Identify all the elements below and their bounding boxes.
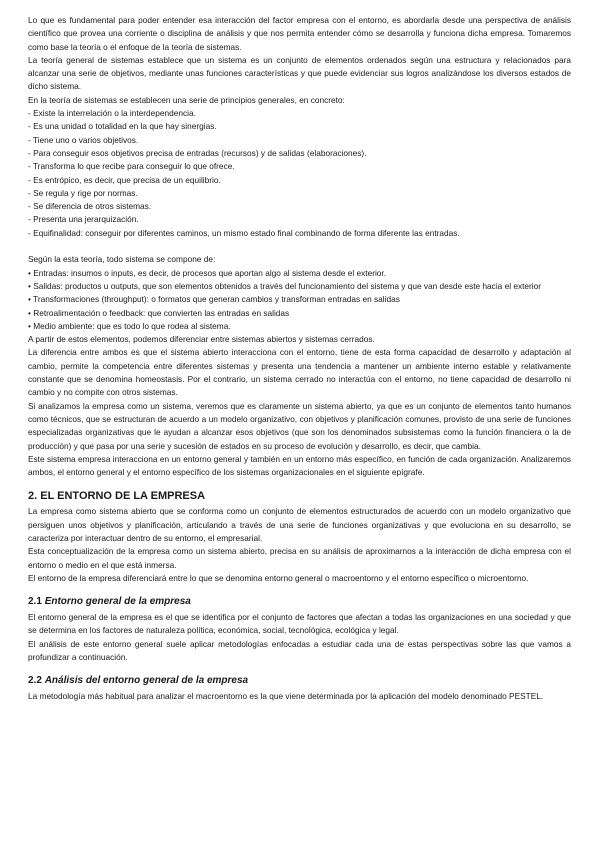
list-item: - Es una unidad o totalidad en la que hay sinergias. bbox=[28, 121, 217, 132]
list-item: • Salidas: productos u outputs, que son elementos obtenidos a través del funcionamiento del sistema y que van desde este hacia el exterior bbox=[28, 280, 542, 291]
list-item: - Se diferencia de otros sistemas. bbox=[28, 201, 152, 212]
section-2-paragraph-1: La empresa como sistema abierto que se conforma como un conjunto de elementos estructurados de acuerdo con un modelo organizativo que persiguen unos objetivos y planificación, articulando a través de una serie de funciones organizativas y que evoluciona en su desarrollo, se caracteriza por interactuar dentro de su entorno, el empresarial. bbox=[28, 506, 571, 543]
section-2-1-paragraph-1: El entorno general de la empresa es el que se identifica por el conjunto de factores que afectan a todas las organizaciones en una sociedad y que se determina en los factores de naturaleza política, económica, social, tecnológica, ecológica y legal. bbox=[28, 612, 571, 636]
section-2-2-number: 2.2 bbox=[28, 675, 42, 687]
section-2-2-paragraph-1: La metodología más habitual para analizar el macroentorno es la que viene determinada por la aplicación del modelo denominado PESTEL. bbox=[28, 691, 544, 702]
systems-paragraph-1: A partir de estos elementos, podemos diferenciar entre sistemas abiertos y sistemas cerrados. bbox=[28, 334, 375, 345]
section-2-paragraph-3: El entorno de la empresa diferenciará entre lo que se denomina entorno general o macroentorno y el entorno específico o microentorno. bbox=[28, 572, 529, 583]
list-item: - Es entrópico, es decir, que precisa de un equilibrio. bbox=[28, 174, 221, 185]
document-page bbox=[28, 14, 571, 704]
section-2-1-number: 2.1 bbox=[28, 596, 42, 608]
list-item: - Transforma lo que recibe para conseguir lo que ofrece. bbox=[28, 161, 235, 172]
list-item: - Presenta una jerarquización. bbox=[28, 214, 139, 225]
principles-list bbox=[28, 107, 571, 240]
intro-paragraph-3: En la teoría de sistemas se establecen una serie de principios generales, en concreto: bbox=[28, 94, 345, 105]
spacer bbox=[28, 240, 571, 253]
components-list bbox=[28, 267, 571, 333]
list-item: • Entradas: insumos o inputs, es decir, de procesos que aportan algo al sistema desde el exterior. bbox=[28, 267, 387, 278]
section-2-1-title: Entorno general de la empresa bbox=[44, 596, 191, 608]
section-2-heading: 2. EL ENTORNO DE LA EMPRESA bbox=[28, 490, 206, 503]
list-item: - Equifinalidad: conseguir por diferentes caminos, un mismo estado final combinando de forma diferente las entradas. bbox=[28, 227, 460, 238]
systems-paragraph-2: La diferencia entre ambos es que el sistema abierto interacciona con el entorno, tiene de esta forma capacidad de desarrollo y adaptación al cambio, permite la competencia entre diferentes sistemas y presenta una tendencia a mantener un ambiente interno estable y relativamente constante que se denomina homeostasis. Por el contrario, un sistema cerrado no interactúa con el entorno, no tiene capacidad de desarrollo ni cambio y no compite con otros sistemas. bbox=[28, 347, 571, 398]
intro-paragraph-1: Lo que es fundamental para poder entender esa interacción del factor empresa con el entorno, es abordarla desde una perspectiva de análisis científico que provea una corriente o disciplina de análisis y que nos permita entender cómo se desarrolla y funciona dicha empresa. Tomaremos como base la teoría o el enfoque de la teoría de sistemas. bbox=[28, 15, 571, 52]
list-item: • Retroalimentación o feedback: que convierten las entradas en salidas bbox=[28, 307, 290, 318]
section-2-1-heading bbox=[28, 595, 571, 609]
section-2-2-heading bbox=[28, 674, 571, 688]
list-item: • Transformaciones (throughput): o formatos que generan cambios y transforman entradas en salidas bbox=[28, 294, 400, 305]
systems-paragraph-4: Este sistema empresa interacciona en un entorno general y también en un entorno más específico, en función de cada organización. Analizaremos ambos, el entorno general y el entorno específico de los sistemas organizacionales en el siguiente epígrafe. bbox=[28, 453, 571, 478]
systems-paragraph-3: Si analizamos la empresa como un sistema, veremos que es claramente un sistema abierto, ya que es un conjunto de elementos tanto humanos como técnicos, que se estructuran de acuerdo a un modelo organizativo, con objetivos y planificación comunes, provisto de una serie de funciones especializadas organizativas que le ayudan a alcanzar esos objetivos (que son los denominados subsistemas como la función financiera o la de producción) y que pasa por una serie y sucesión de estados en su proceso de evolución y desarrollo, es decir, que cambia. bbox=[28, 400, 571, 451]
list-item: - Se regula y rige por normas. bbox=[28, 187, 138, 198]
section-2-2-title: Análisis del entorno general de la empresa bbox=[44, 675, 249, 687]
list-item: - Para conseguir esos objetivos precisa de entradas (recursos) y de salidas (elaboraciones). bbox=[28, 147, 367, 158]
list-item: - Existe la interrelación o la interdependencia. bbox=[28, 108, 196, 119]
list-item: • Medio ambiente: que es todo lo que rodea al sistema. bbox=[28, 320, 231, 331]
intro-paragraph-2: La teoría general de sistemas establece que un sistema es un conjunto de elementos ordenados según una estructura y relacionados para alcanzar una serie de objetivos, mediante unas funciones características y que puede evidenciar sus logros analizándose los diversos estados de dicho sistema. bbox=[28, 54, 571, 92]
section-2-paragraph-2: Esta conceptualización de la empresa como un sistema abierto, precisa en su análisis de aproximarnos a la interacción de dicha empresa con el entorno o medio en el que está inmersa. bbox=[28, 546, 571, 570]
section-2-1-paragraph-2: El análisis de este entorno general suele aplicar metodologías enfocadas a estudiar cada una de estas perspectivas sobre las que vamos a profundizar a continuación. bbox=[28, 638, 571, 663]
list-item: - Tiene uno o varios objetivos. bbox=[28, 134, 139, 145]
components-intro: Según la esta teoría, todo sistema se compone de: bbox=[28, 254, 216, 265]
